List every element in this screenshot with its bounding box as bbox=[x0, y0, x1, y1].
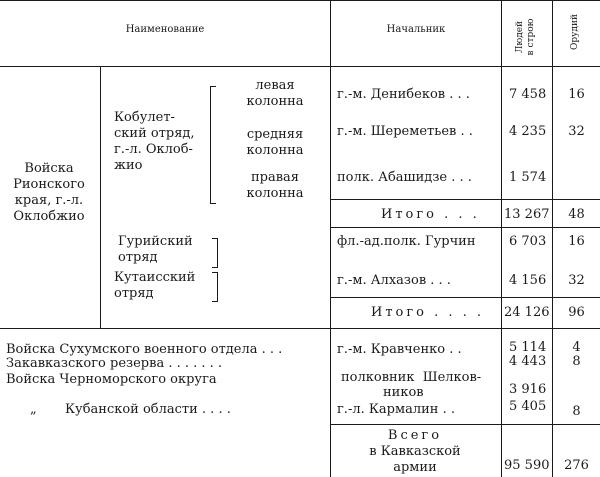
guria-brace bbox=[212, 238, 218, 268]
blacksea-commander-line2: ников bbox=[383, 385, 424, 400]
rule-col-commander bbox=[501, 0, 502, 477]
grand-total-guns: 276 bbox=[564, 458, 589, 473]
kutaisi-brace bbox=[212, 272, 218, 302]
header-commander: Начальник bbox=[386, 24, 446, 35]
header-guns: Орудий bbox=[570, 14, 580, 50]
kuban-guns: 8 bbox=[572, 404, 581, 419]
sukhumi-people: 5 114 bbox=[509, 340, 547, 355]
kutaisi-people: 4 156 bbox=[509, 273, 547, 288]
rule-col-name bbox=[330, 0, 331, 477]
reserve-guns: 8 bbox=[572, 354, 581, 369]
guria-people: 6 703 bbox=[509, 234, 547, 249]
kuban-people: 5 405 bbox=[509, 399, 547, 414]
sukhumi-guns: 4 bbox=[572, 340, 581, 355]
row-middle-guns: 32 bbox=[568, 124, 585, 139]
rule-subtotal-1 bbox=[330, 199, 600, 200]
kuban-ditto: „ bbox=[30, 402, 37, 417]
sukhumi-name: Войска Сухумского военного отдела . . . bbox=[6, 342, 283, 357]
row-middle-people: 4 235 bbox=[509, 124, 547, 139]
guria-label: Гурийский отряд bbox=[118, 234, 193, 265]
row-right-people: 1 574 bbox=[509, 170, 547, 185]
rule-top bbox=[0, 0, 600, 1]
grand-total-people: 95 590 bbox=[504, 458, 550, 473]
rule-group-left bbox=[100, 66, 101, 328]
kutaisi-guns: 32 bbox=[568, 273, 585, 288]
kobuleti-label: Кобулет- ский отряд, г.-л. Оклоб- жио bbox=[114, 110, 195, 173]
kobuleti-brace bbox=[210, 86, 216, 204]
kutaisi-commander: г.-м. Алхазов . . . bbox=[337, 273, 451, 288]
row-left-guns: 16 bbox=[568, 87, 585, 102]
header-people bbox=[515, 6, 539, 68]
reserve-people: 4 443 bbox=[509, 354, 547, 369]
kuban-name: Кубанской области . . . . bbox=[65, 402, 231, 417]
rule-subtotal-2 bbox=[330, 297, 600, 298]
row-left-commander: г.-м. Денибеков . . . bbox=[337, 87, 470, 102]
row-middle-commander: г.-м. Шереметьев . . bbox=[337, 124, 473, 139]
kobuleti-total-label: Итого . . . bbox=[381, 207, 480, 222]
rioni-total-label: Итого . . . . bbox=[371, 305, 485, 320]
rule-others-bottom bbox=[330, 424, 600, 425]
header-people-line1: Людей bbox=[515, 20, 525, 54]
kobuleti-total-guns: 48 bbox=[568, 207, 585, 222]
blacksea-commander: полковник Шелков- bbox=[341, 370, 482, 385]
row-right-commander: полк. Абашидзе . . . bbox=[337, 170, 472, 185]
col-middle: средняя колонна bbox=[246, 127, 304, 158]
guria-guns: 16 bbox=[568, 234, 585, 249]
col-right: правая колонна bbox=[246, 170, 304, 201]
sukhumi-commander: г.-м. Кравченко . . bbox=[337, 342, 462, 357]
reserve-name: Закавказского резерва . . . . . . . bbox=[6, 356, 223, 371]
row-left-people: 7 458 bbox=[509, 87, 547, 102]
guria-commander: фл.-ад.полк. Гурчин bbox=[337, 234, 476, 249]
kuban-commander: г.-л. Кармалин . . bbox=[337, 402, 455, 417]
grand-total-label: Всего в Кавказской армии bbox=[369, 428, 461, 475]
rule-section-bottom bbox=[0, 328, 600, 329]
blacksea-name: Войска Черноморского округа bbox=[6, 372, 217, 387]
kutaisi-label: Кутаисский отряд bbox=[114, 270, 196, 301]
rule-after-subtotal-1 bbox=[330, 227, 600, 228]
kobuleti-total-people: 13 267 bbox=[504, 207, 550, 222]
header-people-line2: в строю bbox=[526, 18, 536, 56]
rioni-total-guns: 96 bbox=[568, 305, 585, 320]
blacksea-people: 3 916 bbox=[509, 382, 547, 397]
rioni-label: Войска Рионского края, г.-л. Оклобжио bbox=[13, 161, 85, 224]
rioni-total-people: 24 126 bbox=[504, 305, 550, 320]
header-name: Наименование bbox=[125, 24, 205, 35]
col-left: левая колонна bbox=[246, 78, 304, 109]
rule-header-bottom bbox=[0, 66, 600, 67]
